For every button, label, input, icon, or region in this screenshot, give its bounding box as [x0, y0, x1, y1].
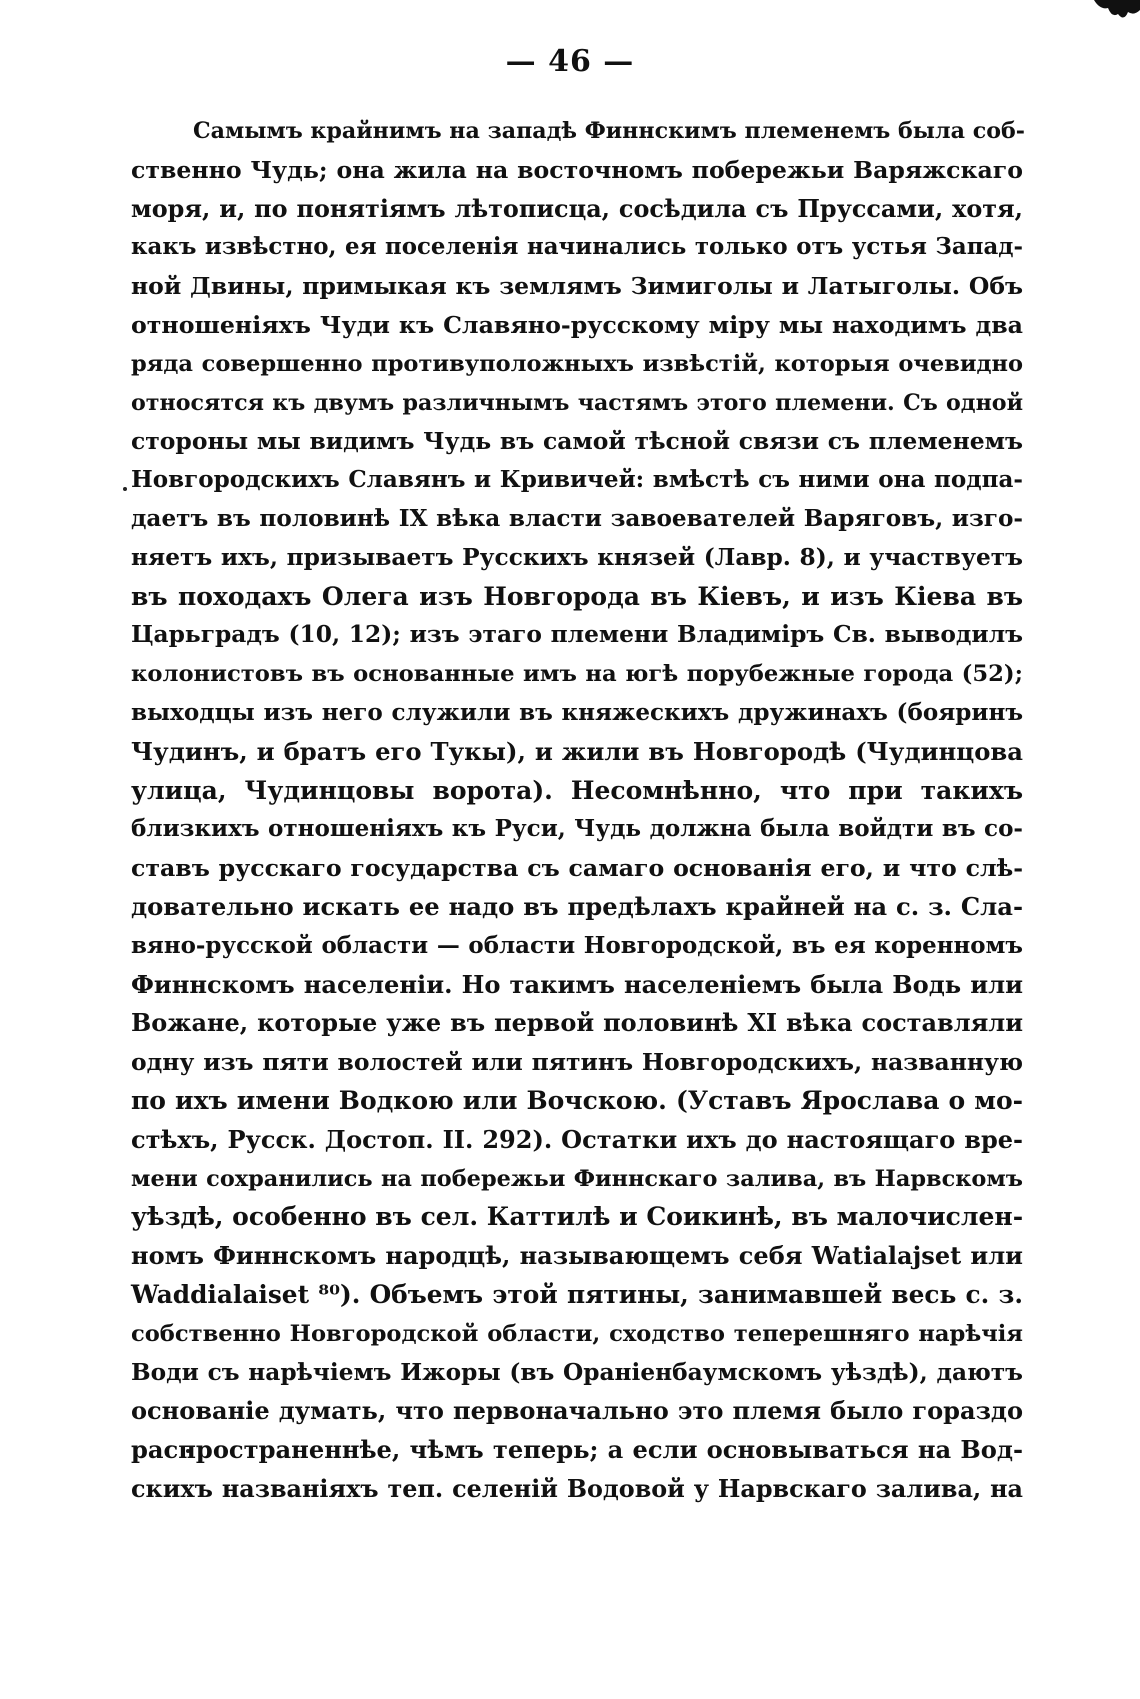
text-line: Финнскомъ населеніи. Но такимъ населеніемъ была Водь или	[131, 969, 1023, 999]
text-line: стѣхъ, Русск. Достоп. II. 292). Остатки ихъ до настоящаго вре-	[131, 1124, 1023, 1154]
text-line: ной Двины, примыкая къ землямъ Зимиголы и Латыголы. Объ	[131, 272, 1023, 301]
text-line: улица, Чудинцовы ворота). Несомнѣнно, что при такихъ	[131, 775, 1023, 805]
text-line: скихъ названіяхъ теп. селеній Водовой у Нарвскаго залива, на	[131, 1474, 1023, 1503]
margin-dot	[123, 487, 127, 491]
text-line: вяно-русской области — области Новгородской, въ ея коренномъ	[131, 931, 1023, 959]
text-line: даетъ въ половинѣ IX вѣка власти завоевателей Варяговъ, изго-	[131, 504, 1023, 532]
text-line: ряда совершенно противуположныхъ извѣстій, которыя очевидно	[131, 350, 1023, 377]
text-line: Царьградъ (10, 12); изъ этаго племени Владиміръ Св. выводилъ	[131, 621, 1023, 649]
text-line: мени сохранились на побережьи Финнскаго залива, въ Нарвскомъ	[131, 1165, 1023, 1192]
text-line: Waddialaiset ⁸⁰). Объемъ этой пятины, занимавшей весь с. з.	[131, 1279, 1023, 1309]
text-line: ственно Чудь; она жила на восточномъ побережьи Варяжскаго	[131, 155, 1023, 184]
text-line: Чудинъ, и братъ его Тукы), и жили въ Новгородѣ (Чудинцова	[131, 736, 1023, 766]
text-line: какъ извѣстно, ея поселенія начинались только отъ устья Запад-	[131, 234, 1023, 261]
text-line: няетъ ихъ, призываетъ Русскихъ князей (Лавр. 8), и участвуетъ	[131, 543, 1023, 571]
page-number: — 46 —	[505, 44, 635, 79]
text-line: Води съ нарѣчіемъ Ижоры (въ Ораніенбаумскомъ уѣздѣ), даютъ	[131, 1358, 1023, 1386]
text-line: Вожане, которые уже въ первой половинѣ XI вѣка составляли	[131, 1008, 1023, 1038]
text-line: Самымъ крайнимъ на западѣ Финнскимъ племенемъ была соб-	[193, 118, 1025, 144]
text-line: колонистовъ въ основанные имъ на югѣ порубежные города (52);	[131, 661, 1023, 688]
text-line: уѣздѣ, особенно въ сел. Каттилѣ и Соикинѣ, въ малочислен-	[131, 1202, 1024, 1232]
ink-blot	[1088, 0, 1140, 24]
text-line: стороны мы видимъ Чудь въ самой тѣсной связи съ племенемъ	[131, 427, 1023, 456]
text-line: отношеніяхъ Чуди къ Славяно-русскому міру мы находимъ два	[131, 310, 1023, 339]
text-line: выходцы изъ него служили въ княжескихъ дружинахъ (бояринъ	[131, 698, 1023, 726]
text-line: основаніе думать, что первоначально это племя было гораздо	[131, 1396, 1023, 1426]
text-line: собственно Новгородской области, сходство теперешняго нарѣчія	[131, 1320, 1023, 1347]
text-line: по ихъ имени Водкою или Вочскою. (Уставъ Ярослава о мо-	[131, 1085, 1023, 1115]
text-line: относятся къ двумъ различнымъ частямъ этого племени. Съ одной	[131, 389, 1023, 416]
text-line: довательно искать ее надо въ предѣлахъ крайней на с. з. Сла-	[131, 891, 1023, 921]
text-line: одну изъ пяти волостей или пятинъ Новгородскихъ, названную	[131, 1048, 1023, 1077]
text-line: номъ Финнскомъ народцѣ, называющемъ себя Watialajset или	[131, 1241, 1023, 1271]
text-line: распространеннѣе, чѣмъ теперь; а если основываться на Вод-	[131, 1435, 1023, 1465]
text-line: въ походахъ Олега изъ Новгорода въ Кіевъ, и изъ Кіева въ	[131, 581, 1023, 611]
text-line: Новгородскихъ Славянъ и Кривичей: вмѣстѣ съ ними она подпа-	[131, 466, 1023, 494]
text-line: близкихъ отношеніяхъ къ Руси, Чудь должна была войдти въ со-	[131, 815, 1023, 843]
body-text	[131, 112, 1023, 1509]
text-line: моря, и, по понятіямъ лѣтописца, сосѣдила съ Пруссами, хотя,	[131, 194, 1023, 223]
text-line: ставъ русскаго государства съ самаго основанія его, и что слѣ-	[131, 854, 1023, 883]
